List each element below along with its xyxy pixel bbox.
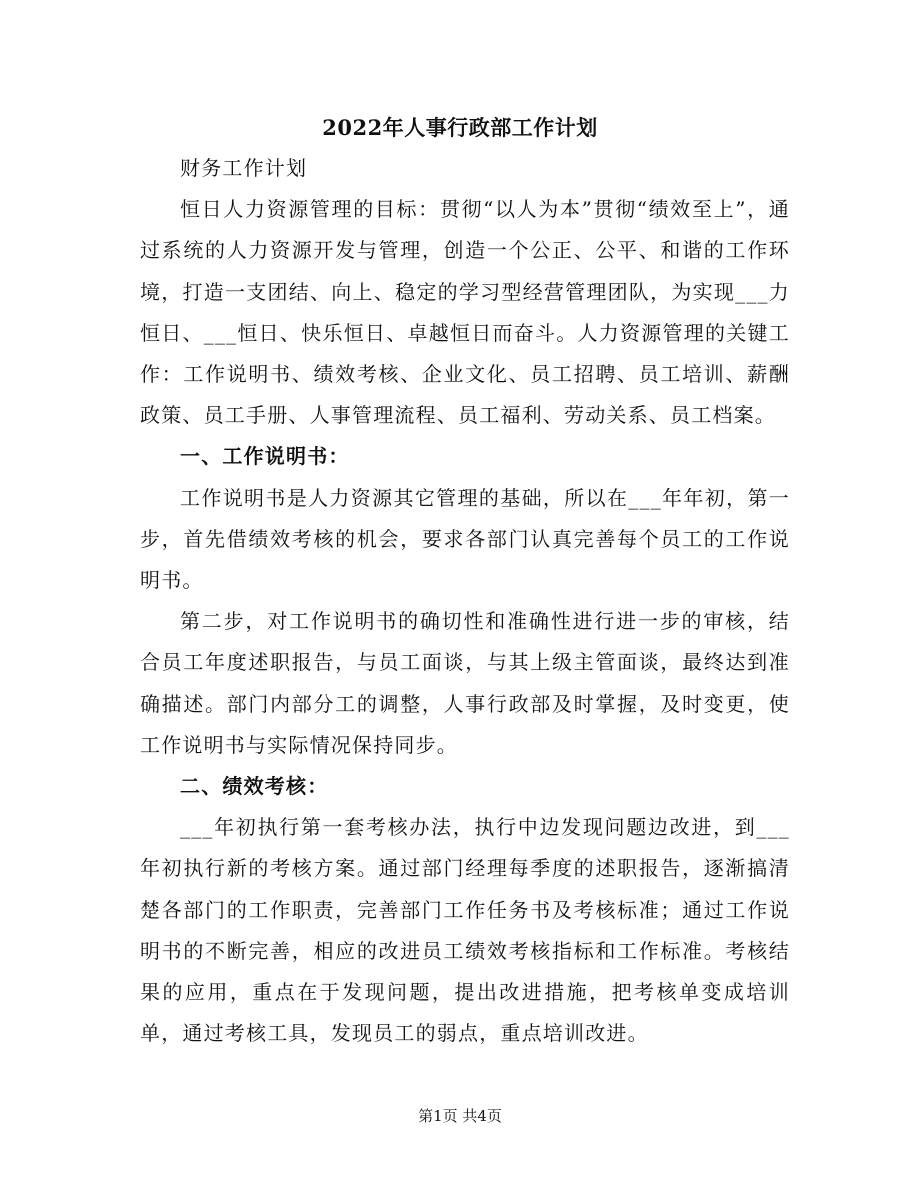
document-title: 2022年人事行政部工作计划 (322, 115, 598, 140)
page-number-footer: 第1页 共4页 (418, 1107, 502, 1125)
paragraph-intro: 恒日人力资源管理的目标：贯彻“以人为本”贯彻“绩效至上”，通过系统的人力资源开发与管理，创造一个公正、公平、和谐的工作环境，打造一支团结、向上、稳定的学习型经营管理团队，为实现___力恒日、___恒日、快乐恒日、卓越恒日而奋斗。人力资源管理的关键工作：工作说明书、绩效考核、企业文化、员工招聘、员工培训、薪酬政策、员工手册、人事管理流程、员工福利、劳动关系、员工档案。 (140, 197, 790, 428)
section-heading-job-description: 一、工作说明书： (180, 444, 350, 469)
paragraph-performance: ___年初执行第一套考核办法，执行中边发现问题边改进，到___年初执行新的考核方案。通过部门经理每季度的述职报告，逐渐搞清楚各部门的工作职责，完善部门工作任务书及考核标准；通过工作说明书的不断完善，相应的改进员工绩效考核指标和工作标准。考核结果的应用，重点在于发现问题，提出改进措施，把考核单变成培训单，通过考核工具，发现员工的弱点，重点培训改进。 (140, 815, 790, 1046)
paragraph-subtitle: 财务工作计划 (180, 156, 308, 180)
paragraph-job-description-step1: 工作说明书是人力资源其它管理的基础，所以在___年年初，第一步，首先借绩效考核的机会，要求各部门认真完善每个员工的工作说明书。 (140, 485, 790, 593)
document-body (140, 148, 790, 1054)
section-heading-performance: 二、绩效考核： (180, 774, 329, 799)
paragraph-job-description-step2: 第二步，对工作说明书的确切性和准确性进行进一步的审核，结合员工年度述职报告，与员工面谈，与其上级主管面谈，最终达到准确描述。部门内部分工的调整，人事行政部及时掌握，及时变更，使工作说明书与实际情况保持同步。 (140, 609, 790, 757)
